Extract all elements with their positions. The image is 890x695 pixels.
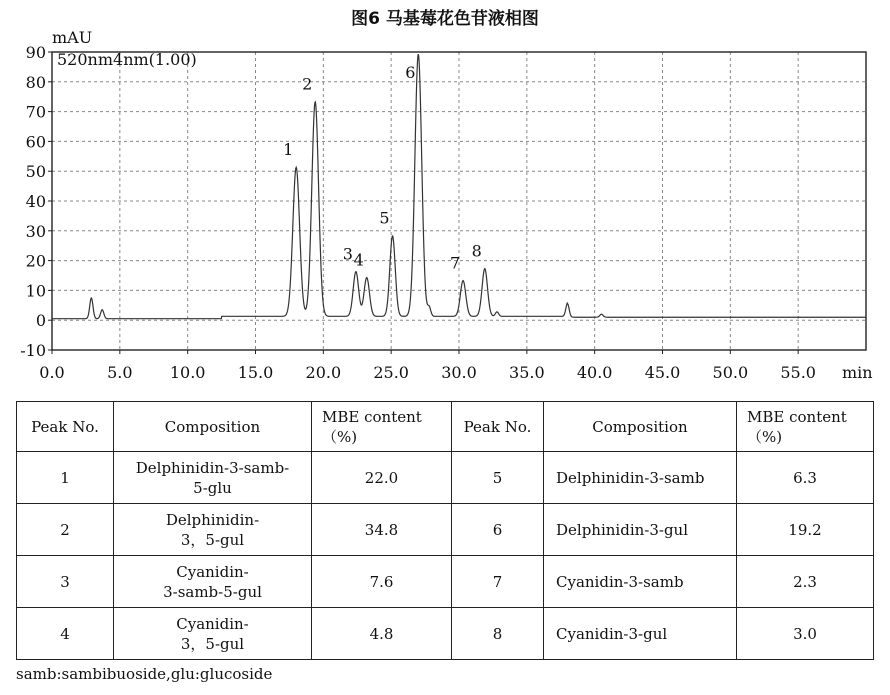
- peak-no-cell: [17, 608, 114, 660]
- x-tick-label: 15.0: [237, 363, 274, 382]
- cell-text: 19.2: [788, 520, 822, 539]
- peak-no-cell: [17, 504, 114, 556]
- cell-text: 3，5-gul: [180, 634, 245, 653]
- cell-text: Delphinidin-3-samb-: [135, 458, 290, 477]
- composition-cell: [114, 452, 312, 504]
- composition-cell: [544, 504, 737, 556]
- peak-label: 6: [405, 63, 416, 82]
- mbe-content-cell: [312, 556, 452, 608]
- x-axis-ticks: [39, 350, 816, 382]
- peak-no-cell: [452, 608, 544, 660]
- cell-text: 6: [492, 520, 503, 539]
- cell-text: 4.8: [369, 624, 394, 643]
- mbe-content-cell: [737, 608, 874, 660]
- cell-text: 1: [60, 468, 70, 487]
- cell-text: 3.0: [793, 624, 817, 643]
- x-tick-label: 50.0: [712, 363, 749, 382]
- y-tick-label: 80: [25, 72, 46, 92]
- x-tick-label: 0.0: [39, 363, 65, 382]
- composition-cell: [114, 556, 312, 608]
- cell-text: Cyanidin-: [176, 614, 249, 633]
- cell-text: Delphinidin-: [165, 510, 260, 529]
- channel-label: 520nm4nm(1.00): [57, 50, 197, 69]
- peak-label: 2: [302, 74, 313, 94]
- composition-cell: [544, 452, 737, 504]
- x-tick-label: 35.0: [509, 363, 545, 382]
- cell-text: 5-glu: [193, 478, 232, 497]
- cell-text: 3，5-gul: [180, 530, 245, 549]
- peak-no-cell: [452, 504, 544, 556]
- header-composition: Composition: [114, 402, 312, 452]
- mbe-content-cell: [312, 504, 452, 556]
- peak-no-cell: [452, 452, 544, 504]
- composition-cell: [544, 608, 737, 660]
- cell-text: 3-samb-5-gul: [163, 582, 262, 601]
- y-tick-label: 60: [25, 132, 46, 152]
- cell-text: 34.8: [364, 520, 399, 539]
- cell-text: 3: [60, 572, 70, 591]
- mbe-content-cell: [312, 452, 452, 504]
- x-tick-label: 30.0: [441, 363, 477, 382]
- composition-cell: [114, 504, 312, 556]
- x-tick-label: 40.0: [576, 363, 613, 382]
- peak-no-cell: [452, 556, 544, 608]
- composition-cell: [544, 556, 737, 608]
- peak-label: 4: [353, 250, 364, 270]
- y-axis-label: mAU: [52, 28, 93, 47]
- header-peak-no: Peak No.: [17, 402, 114, 452]
- cell-text: 6.3: [793, 468, 817, 487]
- x-tick-label: 5.0: [107, 363, 133, 382]
- mbe-content-cell: [737, 504, 874, 556]
- x-tick-label: 45.0: [644, 363, 681, 382]
- table-row: [17, 556, 874, 608]
- cell-text: 4: [60, 624, 70, 643]
- y-tick-label: 0: [35, 311, 46, 331]
- peak-label: 8: [471, 241, 482, 261]
- table-row: [17, 504, 874, 556]
- x-axis-label: min: [842, 363, 873, 382]
- peak-label: 3: [342, 244, 353, 264]
- peak-label: 1: [283, 140, 294, 160]
- peak-no-cell: [17, 556, 114, 608]
- y-tick-label: 70: [25, 102, 46, 122]
- cell-text: Cyanidin-3-gul: [556, 624, 668, 643]
- cell-text: Cyanidin-: [176, 562, 249, 581]
- cell-text: 5: [492, 468, 503, 487]
- cell-text: 8: [492, 624, 503, 643]
- x-tick-label: 20.0: [305, 363, 342, 382]
- header-peak-no: Peak No.: [452, 402, 544, 452]
- cell-text: Cyanidin-3-samb: [556, 572, 684, 591]
- header-mbe-content: MBE content（%): [312, 402, 452, 452]
- peak-no-cell: [17, 452, 114, 504]
- cell-text: 2.3: [793, 572, 817, 591]
- y-tick-label: -10: [20, 341, 46, 360]
- mbe-content-cell: [737, 556, 874, 608]
- table-header-row: [17, 402, 874, 452]
- mbe-content-cell: [737, 452, 874, 504]
- cell-text: 2: [60, 520, 70, 539]
- y-tick-label: 10: [25, 281, 46, 301]
- peak-label: 5: [379, 208, 390, 228]
- header-composition: Composition: [544, 402, 737, 452]
- cell-text: 7: [492, 572, 503, 591]
- peak-labels: [283, 63, 482, 272]
- cell-text: 22.0: [364, 468, 399, 487]
- y-tick-label: 30: [25, 221, 46, 241]
- peak-label: 7: [449, 253, 461, 273]
- x-tick-label: 10.0: [169, 363, 206, 382]
- mbe-content-cell: [312, 608, 452, 660]
- y-tick-label: 40: [25, 192, 46, 211]
- table-row: [17, 452, 874, 504]
- x-tick-label: 55.0: [780, 363, 816, 382]
- header-mbe-content: MBE content（%): [737, 402, 874, 452]
- cell-text: 7.6: [369, 572, 394, 591]
- footnote: samb:sambibuoside,glu:glucoside: [16, 665, 273, 683]
- figure-title: 图6 马基莓花色苷液相图: [351, 9, 539, 29]
- cell-text: Delphinidin-3-samb: [556, 468, 705, 487]
- y-tick-label: 50: [25, 162, 46, 182]
- x-tick-label: 25.0: [373, 363, 409, 382]
- y-axis-ticks: [20, 43, 52, 360]
- y-tick-label: 90: [25, 43, 46, 62]
- composition-table: [16, 401, 874, 660]
- table-row: [17, 608, 874, 660]
- composition-cell: [114, 608, 312, 660]
- y-tick-label: 20: [25, 251, 46, 271]
- cell-text: Delphinidin-3-gul: [556, 520, 689, 539]
